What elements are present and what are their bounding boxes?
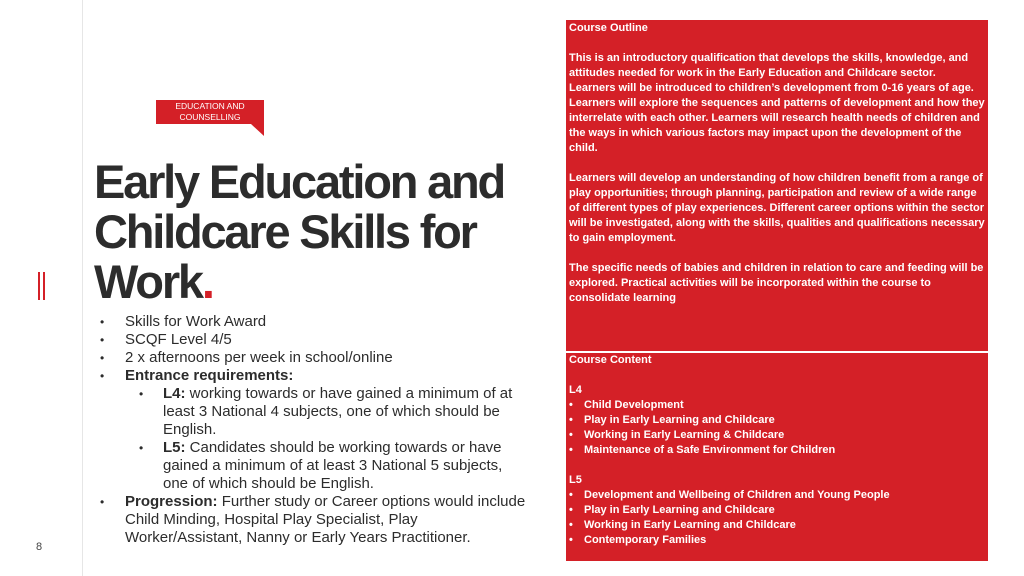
page-title-text: Early Education and Childcare Skills for Work xyxy=(94,155,505,308)
l5-label: L5: xyxy=(163,439,186,456)
page-number: 8 xyxy=(36,541,43,553)
accent-double-bar xyxy=(38,272,45,300)
left-margin-rule xyxy=(82,0,83,576)
level-text: SCQF Level 4/5 xyxy=(125,331,232,348)
list-item xyxy=(100,313,530,331)
list-item xyxy=(125,385,530,439)
l4-units-list xyxy=(569,398,985,458)
list-item: • Play in Early Learning and Childcare xyxy=(569,413,985,428)
l4-label: L4: xyxy=(163,385,186,402)
award-text: Skills for Work Award xyxy=(125,313,267,330)
entrance-heading: Entrance requirements: xyxy=(125,367,294,384)
l4-text: working towards or have gained a minimum of at least 3 National 4 subjects, one of which should be English. xyxy=(163,385,513,438)
list-item: • Contemporary Families xyxy=(569,533,985,548)
list-item xyxy=(100,331,530,349)
list-item: • Development and Wellbeing of Children and Young People xyxy=(569,488,985,503)
l5-units-heading: L5 xyxy=(569,474,582,486)
list-item: • Play in Early Learning and Childcare xyxy=(569,503,985,518)
list-item xyxy=(100,349,530,367)
list-item xyxy=(125,439,530,493)
page-title xyxy=(94,157,564,307)
course-outline-heading: Course Outline xyxy=(569,22,648,34)
list-item: • Maintenance of a Safe Environment for Children xyxy=(569,443,985,458)
l4-units-heading: L4 xyxy=(569,384,582,396)
list-item: • Working in Early Learning and Childcare xyxy=(569,518,985,533)
category-tag: EDUCATION AND COUNSELLING xyxy=(156,100,264,124)
progression-label: Progression: xyxy=(125,493,218,510)
title-red-dot: . xyxy=(201,255,213,308)
course-outline-paragraph: The specific needs of babies and children in relation to care and feeding will be explored. Practical activities will be incorporated within the course to consolidate learning xyxy=(569,262,984,304)
category-tag-tail xyxy=(251,124,264,136)
list-item xyxy=(100,367,530,493)
list-item xyxy=(100,493,530,547)
course-outline-paragraph: This is an introductory qualification that develops the skills, knowledge, and attitudes needed for work in the Early Education and Childcare sector. Learners will be introduced to children’s development from 0-16 years of age. Learners will explore the sequences and patterns of development and how they interrelate with each other. Learners will research health needs of children and the ways in which various factors may impact upon the development of the child. xyxy=(569,52,985,154)
course-outline-paragraph: Learners will develop an understanding of how children benefit from a range of play opportunities; through planning, participation and review of a wide range of different types of play experiences. Different career options within the sector will be investigated, along with the skills, qualities and qualifications necessary to gain employment. xyxy=(569,172,985,244)
course-content-heading: Course Content xyxy=(569,354,652,366)
list-item: • Child Development xyxy=(569,398,985,413)
progression-text: Further study or Career options would include Child Minding, Hospital Play Specialist, Play Worker/Assistant, Nanny or Early Years Practitioner. xyxy=(125,493,526,546)
l5-units-list xyxy=(569,488,985,548)
schedule-text: 2 x afternoons per week in school/online xyxy=(125,349,393,366)
course-content-panel xyxy=(566,353,988,561)
entrance-sublist xyxy=(125,385,530,493)
course-details-list xyxy=(100,313,530,547)
list-item: • Working in Early Learning & Childcare xyxy=(569,428,985,443)
course-outline-panel xyxy=(566,20,988,351)
l5-text: Candidates should be working towards or have gained a minimum of at least 3 National 5 subjects, one of which should be English. xyxy=(163,439,503,492)
